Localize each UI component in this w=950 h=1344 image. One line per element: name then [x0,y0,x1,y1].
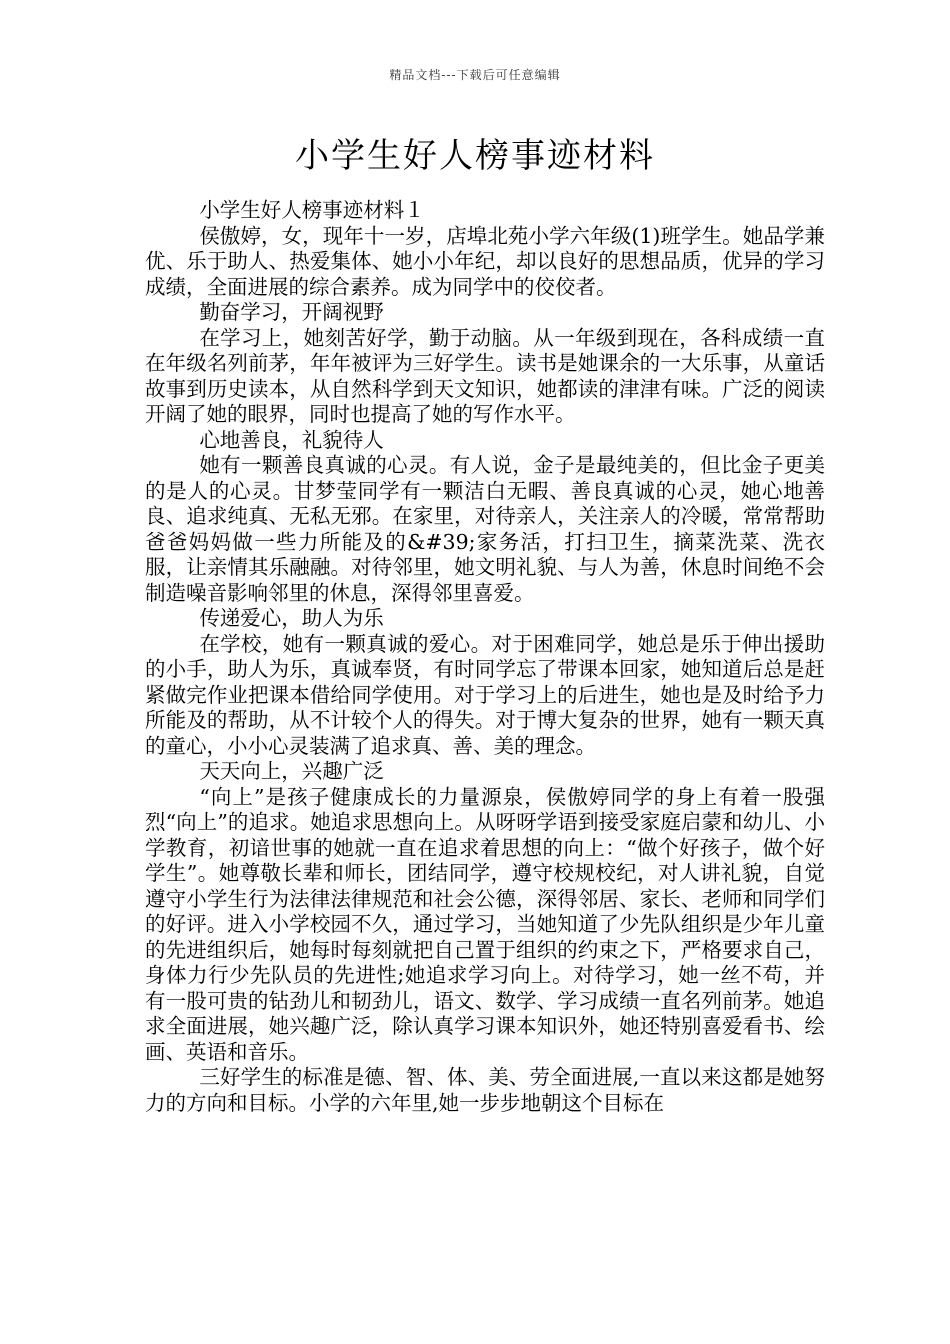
closing-paragraph: 三好学生的标准是德、智、体、美、劳全面进展,一直以来这都是她努力的方向和目标。小学的六年里,她一步步地朝这个目标在 [145,1065,825,1115]
document-title: 小学生好人榜事迹材料 [295,136,655,176]
header-note: 精品文档---下载后可任意编辑 [389,68,561,82]
kindness-paragraph: 她有一颗善良真诚的心灵。有人说，金子是最纯美的，但比金子更美的是人的心灵。甘梦莹同学有一颗洁白无暇、善良真诚的心灵，她心地善良、追求纯真、无私无邪。在家里，对待亲人，关注亲人的冷暖，常常帮助爸爸妈妈做一些力所能及的&#39;家务活，打扫卫生，摘菜洗菜、洗衣服，让亲情其乐融融。对待邻里，她文明礼貌、与人为善，休息时间绝不会制造噪音影响邻里的休息，深得邻里喜爱。 [145,453,825,605]
intro-paragraph: 侯傲婷，女，现年十一岁，店埠北苑小学六年级(1)班学生。她品学兼优、乐于助人、热爱集体、她小小年纪，却以良好的思想品质，优异的学习成绩，全面进展的综合素养。成为同学中的佼佼者。 [145,223,825,299]
document-body [145,198,825,1116]
section-heading-progress: 天天向上，兴趣广泛 [199,759,384,783]
section-heading-study: 勤奋学习，开阔视野 [199,300,384,324]
study-paragraph: 在学习上，她刻苦好学，勤于动脑。从一年级到现在，各科成绩一直在年级名列前茅，年年被评为三好学生。读书是她课余的一大乐事，从童话故事到历史读本，从自然科学到天文知识，她都读的津津有味。广泛的阅读开阔了她的眼界，同时也提高了她的写作水平。 [145,325,825,426]
section-heading-kindness: 心地善良，礼貌待人 [199,427,384,452]
subtitle-paragraph: 小学生好人榜事迹材料１ [199,198,425,222]
progress-paragraph: “向上”是孩子健康成长的力量源泉，侯傲婷同学的身上有着一股强烈“向上”的追求。她追求思想向上。从呀呀学语到接受家庭启蒙和幼儿、小学教育，初谙世事的她就一直在追求着思想的向上：“做个好孩子，做个好学生”。她尊敬长辈和师长，团结同学，遵守校规校纪，对人讲礼貌，自觉遵守小学生行为法律法律规范和社会公德，深得邻居、家长、老师和同学们的好评。进入小学校园不久，通过学习，当她知道了少先队组织是少年儿童的先进组织后，她每时每刻就把自己置于组织的约束之下，严格要求自己，身体力行少先队员的先进性;她追求学习向上。对待学习，她一丝不苟，并有一股可贵的钻劲儿和韧劲儿，语文、数学、学习成绩一直名列前茅。她追求全面进展，她兴趣广泛，除认真学习课本知识外，她还特别喜爱看书、绘画、英语和音乐。 [145,784,825,1064]
helping-paragraph: 在学校，她有一颗真诚的爱心。对于困难同学，她总是乐于伸出援助的小手，助人为乐，真诚奉贤，有时同学忘了带课本回家，她知道后总是赶紧做完作业把课本借给同学使用。对于学习上的后进生，她也是及时给予力所能及的帮助，从不计较个人的得失。对于博大复杂的世界，她有一颗天真的童心，小小心灵装满了追求真、善、美的理念。 [145,631,825,758]
section-heading-helping: 传递爱心，助人为乐 [199,606,384,630]
